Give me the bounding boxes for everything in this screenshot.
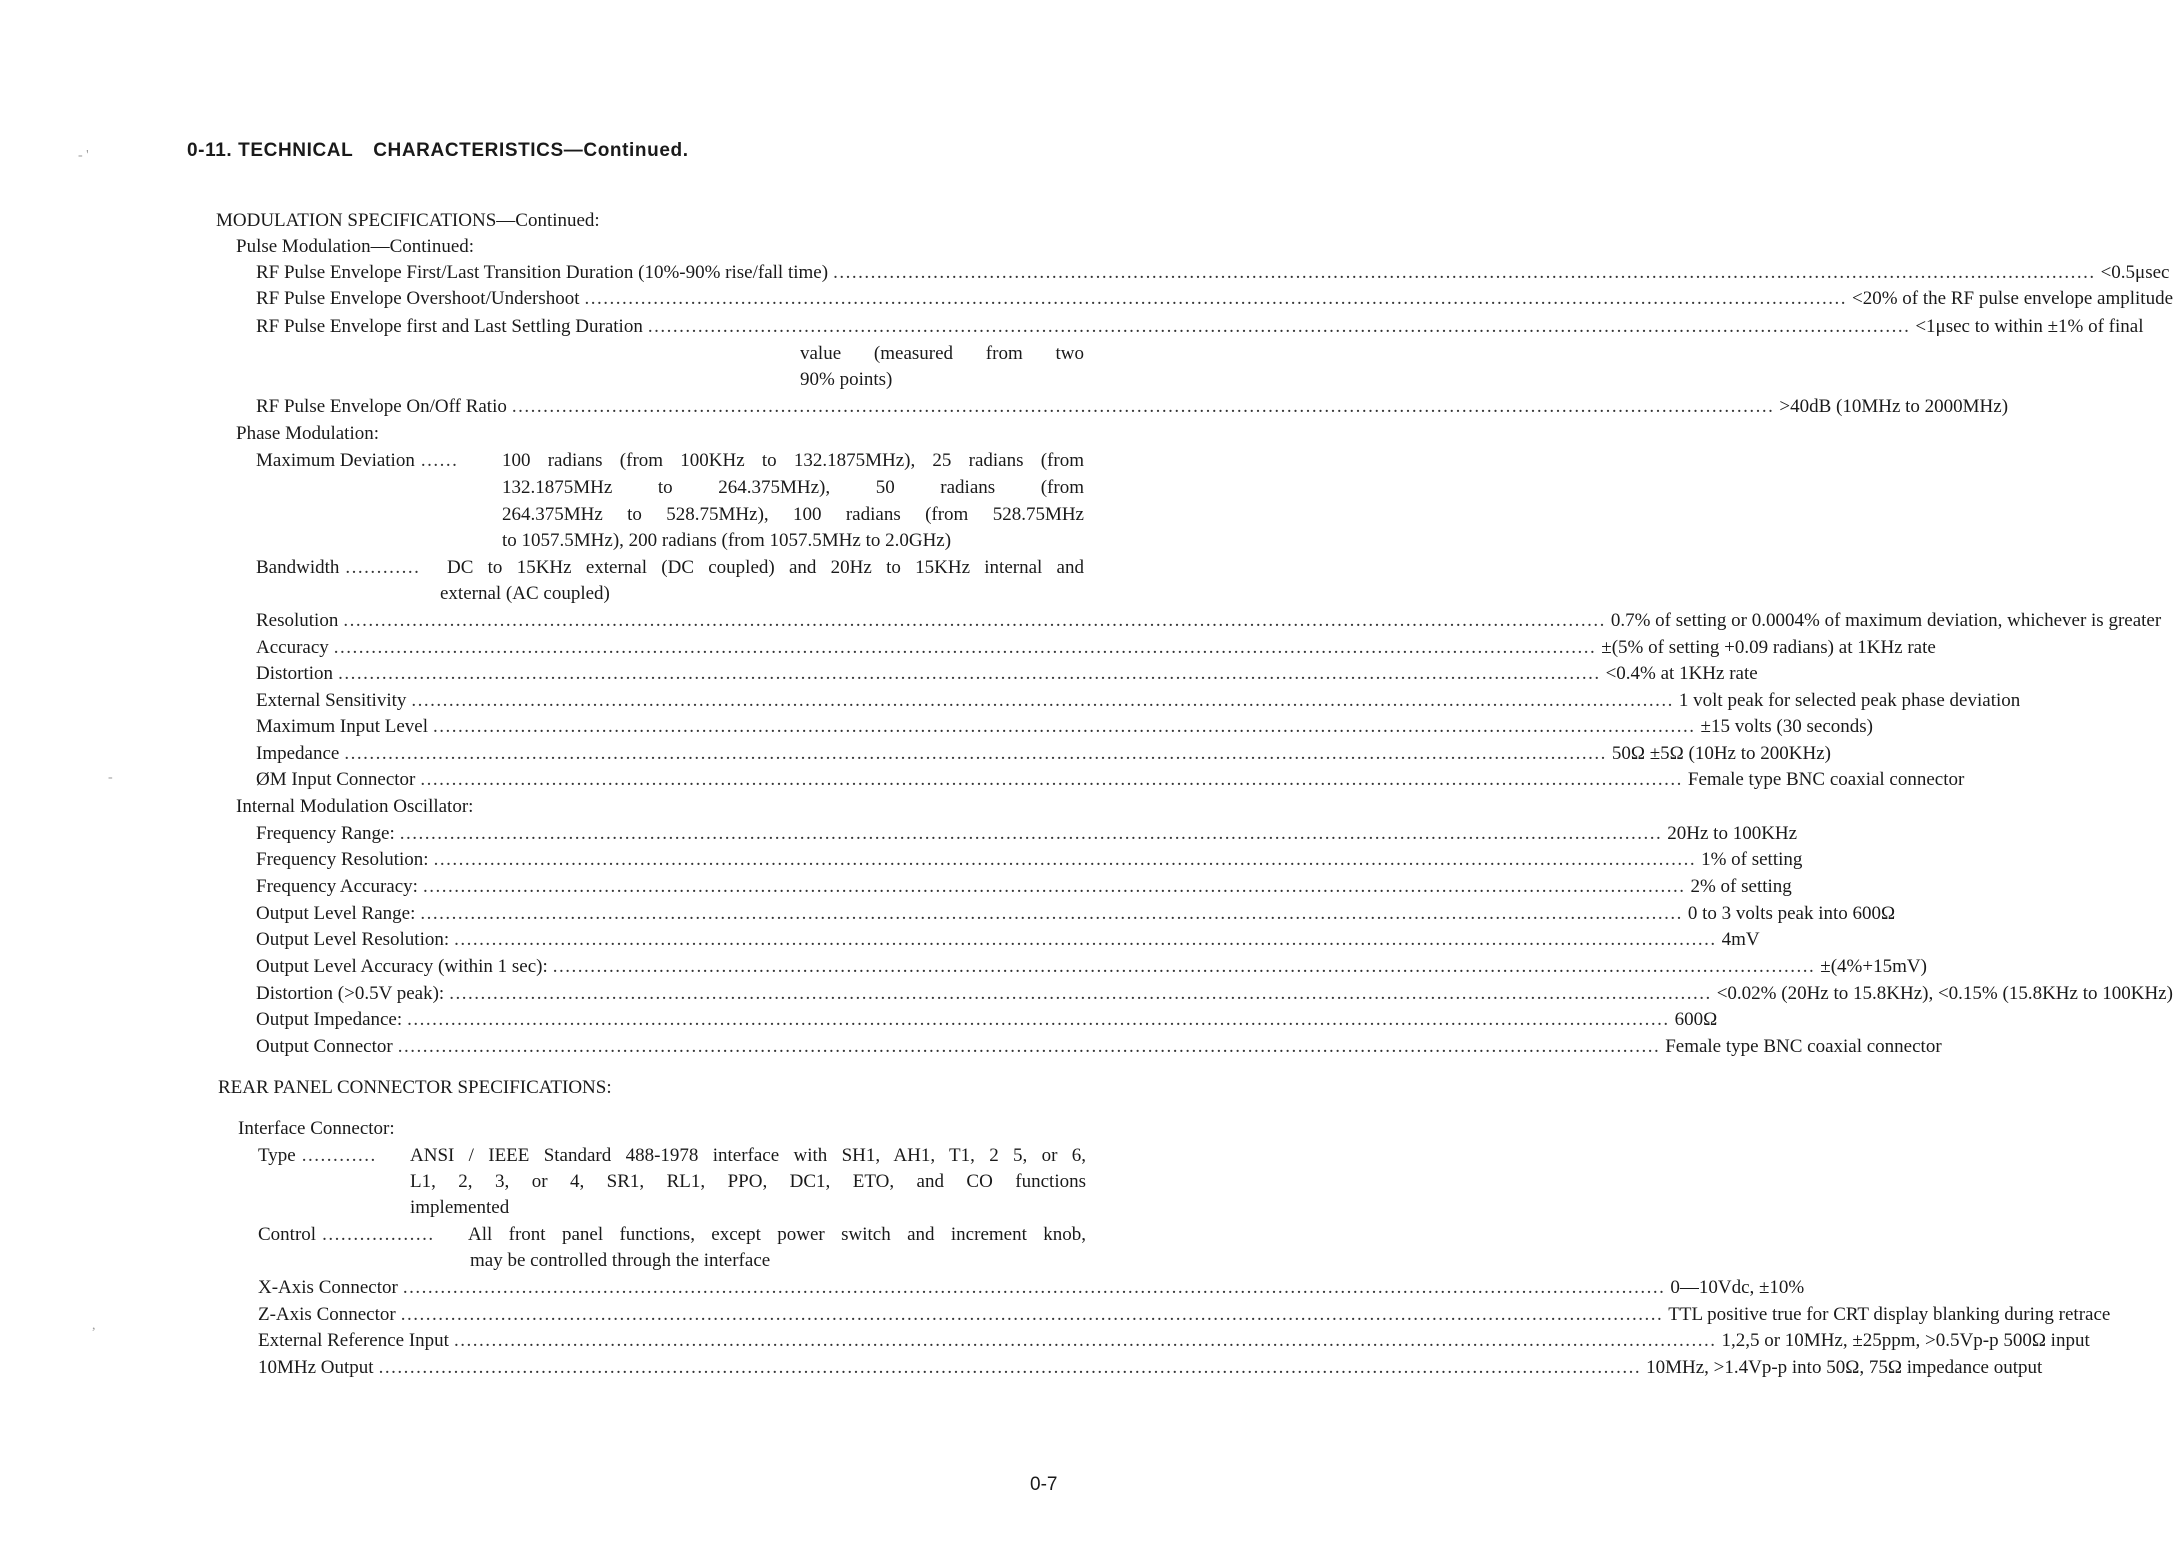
heading-word-characteristics: CHARACTERISTICS—Continued. xyxy=(373,140,689,161)
heading-word-technical: TECHNICAL xyxy=(238,140,354,161)
spec-value-continued: 264.375MHz to 528.75MHz), 100 radians (from 528.75MHz xyxy=(502,504,1084,525)
spec-label: Distortion xyxy=(256,663,334,684)
spec-label: Bandwidth xyxy=(256,557,340,578)
spec-row xyxy=(256,608,2162,634)
spec-row xyxy=(256,741,1831,767)
spec-value: ±15 volts (30 seconds) xyxy=(1700,716,1873,737)
spec-value: All front panel functions, except power switch and increment knob, xyxy=(468,1224,1086,1245)
spec-label: Control xyxy=(258,1224,317,1245)
leader-dots: ............ xyxy=(345,557,421,578)
spec-row xyxy=(256,661,1758,687)
spec-row xyxy=(256,1007,1718,1033)
spec-value-continued: to 1057.5MHz), 200 radians (from 1057.5MHz to 2.0GHz) xyxy=(502,530,952,551)
spec-value: Female type BNC coaxial connector xyxy=(1665,1036,1942,1057)
spec-value-continued: value (measured from two xyxy=(800,343,1084,364)
leader-dots xyxy=(512,394,1775,420)
leader-dots xyxy=(585,286,1848,312)
page-heading xyxy=(187,140,689,162)
leader-dots xyxy=(338,661,1601,687)
spec-value: <1μsec to within ±1% of final xyxy=(1915,316,2144,337)
spec-value: >40dB (10MHz to 2000MHz) xyxy=(1779,396,2009,417)
spec-value: 20Hz to 100KHz xyxy=(1667,823,1798,844)
spec-row xyxy=(256,714,1873,740)
leader-dots: .................. xyxy=(322,1224,435,1245)
scan-speck: - xyxy=(108,770,113,785)
spec-row xyxy=(258,1222,441,1248)
spec-row xyxy=(258,1328,2090,1354)
spec-row xyxy=(258,1143,383,1169)
spec-value-continued: implemented xyxy=(410,1197,510,1218)
leader-dots xyxy=(398,1034,1661,1060)
spec-value: 50Ω ±5Ω (10Hz to 200KHz) xyxy=(1611,743,1831,764)
spec-value-continued: 90% points) xyxy=(800,369,893,390)
spec-row xyxy=(256,767,1965,793)
spec-row xyxy=(256,1034,1942,1060)
spec-value: 4mV xyxy=(1721,929,1760,950)
leader-dots xyxy=(407,1007,1670,1033)
spec-value: 2% of setting xyxy=(1690,876,1792,897)
spec-row xyxy=(256,954,1927,980)
spec-value: DC to 15KHz external (DC coupled) and 20Hz to 15KHz internal and xyxy=(447,557,1084,578)
spec-value: 0.7% of setting or 0.0004% of maximum deviation, whichever is greater xyxy=(1610,610,2162,631)
spec-label: Resolution xyxy=(256,610,339,631)
spec-label: Output Level Range: xyxy=(256,903,416,924)
spec-value: 0 to 3 volts peak into 600Ω xyxy=(1687,903,1896,924)
leader-dots xyxy=(379,1355,1642,1381)
spec-value: <0.5μsec xyxy=(2100,262,2170,283)
spec-row xyxy=(256,821,1798,847)
spec-value: 10MHz, >1.4Vp-p into 50Ω, 75Ω impedance output xyxy=(1646,1357,2043,1378)
leader-dots xyxy=(449,981,1712,1007)
section-modulation-specifications: MODULATION SPECIFICATIONS—Continued: xyxy=(216,210,600,231)
spec-row xyxy=(256,847,1803,873)
spec-label: Output Level Accuracy (within 1 sec): xyxy=(256,956,548,977)
leader-dots xyxy=(833,260,2096,286)
spec-label: Frequency Resolution: xyxy=(256,849,429,870)
leader-dots xyxy=(334,635,1597,661)
spec-row xyxy=(256,448,464,474)
spec-value-continued: may be controlled through the interface xyxy=(470,1250,771,1271)
spec-row xyxy=(256,635,1936,661)
leader-dots xyxy=(343,608,1606,634)
spec-label: Maximum Input Level xyxy=(256,716,429,737)
leader-dots xyxy=(401,1302,1664,1328)
leader-dots xyxy=(344,741,1607,767)
spec-value: 100 radians (from 100KHz to 132.1875MHz), 25 radians (from xyxy=(502,450,1084,471)
spec-label: RF Pulse Envelope On/Off Ratio xyxy=(256,396,507,417)
spec-label: Accuracy xyxy=(256,637,329,658)
spec-value-continued: external (AC coupled) xyxy=(440,583,610,604)
spec-value: 600Ω xyxy=(1674,1009,1718,1030)
spec-row xyxy=(256,901,1896,927)
subsection-pulse-modulation: Pulse Modulation—Continued: xyxy=(236,236,475,257)
spec-row xyxy=(258,1355,2043,1381)
spec-value-continued: 132.1875MHz to 264.375MHz), 50 radians (from xyxy=(502,477,1084,498)
spec-row xyxy=(256,981,2173,1007)
subsection-phase-modulation: Phase Modulation: xyxy=(236,423,380,444)
scan-speck: , xyxy=(92,1318,96,1333)
spec-value: <0.4% at 1KHz rate xyxy=(1605,663,1758,684)
leader-dots xyxy=(434,847,1697,873)
spec-label: Type xyxy=(258,1145,296,1166)
leader-dots xyxy=(454,1328,1717,1354)
spec-row xyxy=(258,1302,2111,1328)
leader-dots xyxy=(420,767,1683,793)
spec-value: 0—10Vdc, ±10% xyxy=(1670,1277,1805,1298)
spec-label: External Sensitivity xyxy=(256,690,407,711)
subsection-interface-connector: Interface Connector: xyxy=(238,1118,395,1139)
leader-dots xyxy=(433,714,1696,740)
leader-dots xyxy=(423,874,1686,900)
scan-speck: - ' xyxy=(78,148,89,163)
spec-row xyxy=(256,927,1760,953)
spec-row xyxy=(258,1275,1805,1301)
leader-dots xyxy=(553,954,1816,980)
spec-label: External Reference Input xyxy=(258,1330,449,1351)
spec-value: <0.02% (20Hz to 15.8KHz), <0.15% (15.8KHz to 100KHz) xyxy=(1716,983,2173,1004)
spec-label: Distortion (>0.5V peak): xyxy=(256,983,445,1004)
spec-value: 1,2,5 or 10MHz, ±25ppm, >0.5Vp-p 500Ω input xyxy=(1721,1330,2090,1351)
spec-value: ANSI / IEEE Standard 488-1978 interface with SH1, AH1, T1, 2 5, or 6, xyxy=(410,1145,1086,1166)
spec-value: ±(4%+15mV) xyxy=(1820,956,1927,977)
leader-dots: ...... xyxy=(420,450,459,471)
spec-label: ØM Input Connector xyxy=(256,769,416,790)
spec-value: <20% of the RF pulse envelope amplitude xyxy=(1852,288,2173,309)
leader-dots xyxy=(420,901,1683,927)
spec-label: Output Connector xyxy=(256,1036,393,1057)
spec-row xyxy=(256,314,2144,340)
subsection-internal-modulation-oscillator: Internal Modulation Oscillator: xyxy=(236,796,474,817)
spec-value: Female type BNC coaxial connector xyxy=(1687,769,1965,790)
spec-label: RF Pulse Envelope First/Last Transition Duration (10%-90% rise/fall time) xyxy=(256,262,829,283)
spec-row xyxy=(256,555,426,581)
spec-label: X-Axis Connector xyxy=(258,1277,398,1298)
spec-row xyxy=(256,874,1792,900)
spec-label: Z-Axis Connector xyxy=(258,1304,396,1325)
spec-value: ±(5% of setting +0.09 radians) at 1KHz rate xyxy=(1601,637,1936,658)
spec-label: Frequency Range: xyxy=(256,823,395,844)
spec-row xyxy=(256,688,2021,714)
leader-dots xyxy=(648,314,1911,340)
leader-dots: ............ xyxy=(301,1145,377,1166)
spec-value: TTL positive true for CRT display blanking during retrace xyxy=(1668,1304,2111,1325)
leader-dots xyxy=(411,688,1674,714)
spec-label: Impedance xyxy=(256,743,340,764)
spec-label: Output Level Resolution: xyxy=(256,929,450,950)
leader-dots xyxy=(454,927,1717,953)
spec-label: Maximum Deviation xyxy=(256,450,415,471)
spec-label: 10MHz Output xyxy=(258,1357,374,1378)
leader-dots xyxy=(400,821,1663,847)
leader-dots xyxy=(403,1275,1666,1301)
spec-label: RF Pulse Envelope first and Last Settling Duration xyxy=(256,316,643,337)
spec-row xyxy=(256,286,2173,312)
spec-label: Frequency Accuracy: xyxy=(256,876,418,897)
spec-label: Output Impedance: xyxy=(256,1009,403,1030)
spec-value-continued: L1, 2, 3, or 4, SR1, RL1, PPO, DC1, ETO, and CO functions xyxy=(410,1171,1086,1192)
spec-value: 1 volt peak for selected peak phase deviation xyxy=(1678,690,2021,711)
spec-row xyxy=(256,394,2009,420)
page-number: 0-7 xyxy=(1030,1474,1058,1495)
spec-label: RF Pulse Envelope Overshoot/Undershoot xyxy=(256,288,580,309)
heading-number: 0-11. xyxy=(187,140,233,161)
spec-value: 1% of setting xyxy=(1701,849,1803,870)
section-rear-panel-connector-specifications: REAR PANEL CONNECTOR SPECIFICATIONS: xyxy=(218,1077,612,1098)
spec-row xyxy=(256,260,2170,286)
